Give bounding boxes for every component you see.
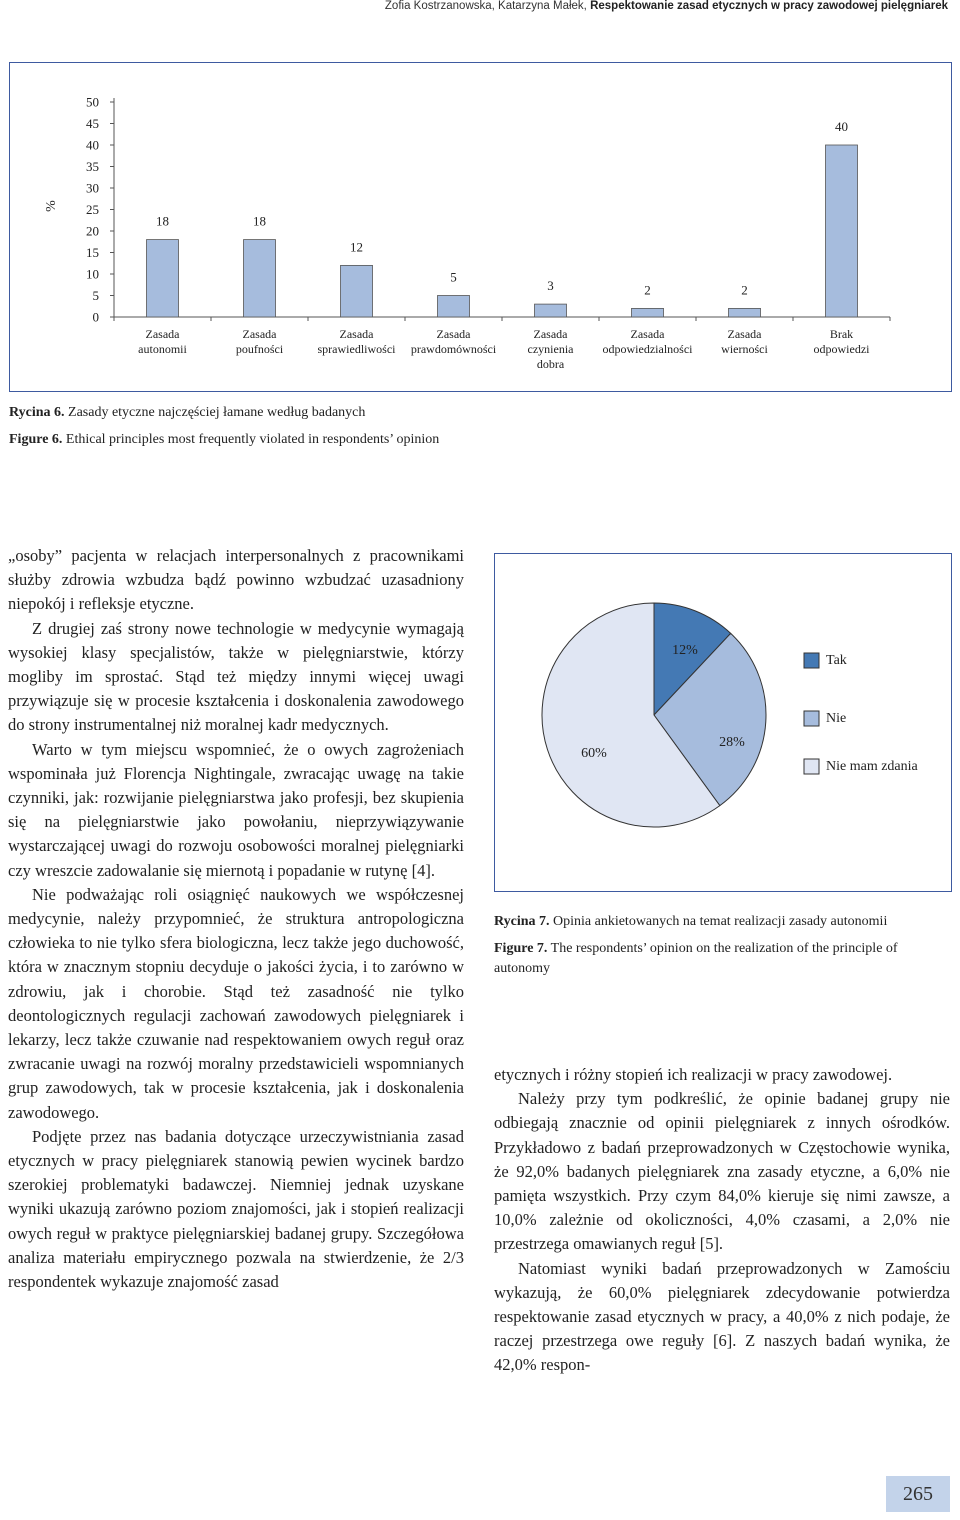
figure-7-caption-pl: [494, 912, 954, 932]
figure-7-frame: [494, 553, 952, 892]
bar-value-label: 40: [835, 119, 848, 134]
right-column: [494, 1063, 950, 1378]
category-label: poufności: [235, 342, 284, 356]
y-tick-label: 20: [86, 223, 99, 239]
category-label: prawdomówności: [410, 342, 497, 356]
slice-label: 12%: [672, 643, 698, 658]
legend-label: Nie mam zdania: [826, 759, 918, 774]
fig7-text-en: The respondents’ opinion on the realization of the principle of autonomy: [494, 941, 898, 976]
running-head: [385, 0, 948, 12]
y-tick-label: 5: [92, 288, 99, 303]
bar-value-label: 2: [644, 282, 651, 298]
fig6-text-en: Ethical principles most frequently violated in respondents’ opinion: [62, 432, 440, 447]
figure-6-caption-pl: [9, 403, 365, 423]
bar-value-label: 18: [156, 213, 169, 229]
bar-value-label: 18: [253, 213, 266, 229]
fig6-text-pl: Zasady etyczne najczęściej łamane według badanych: [64, 405, 366, 420]
category-label: Zasada: [436, 327, 471, 341]
paragraph: Natomiast wyniki badań przeprowadzonych w Zamościu wykazują, że 60,0% pielęgniarek zdecydowanie potwierdza respektowanie zasad etycznych w pracy, a 40,0% z nich podaje, że raczej przestrzega owe reguły [6]. Z naszych badań wynika, że 42,0% respon-: [494, 1258, 950, 1375]
y-tick-label: 15: [86, 245, 99, 260]
category-label: czynienia: [527, 342, 574, 356]
category-label: Zasada: [339, 327, 374, 341]
category-label: Zasada: [145, 327, 180, 341]
category-label: autonomii: [138, 342, 187, 356]
paragraph: etycznych i różny stopień ich realizacji w pracy zawodowej.: [494, 1065, 893, 1084]
category-label: Brak: [829, 327, 854, 341]
figure-6-caption-en: [9, 430, 439, 450]
legend-label: Tak: [826, 653, 847, 668]
figure-6-frame: [9, 62, 952, 392]
y-tick-label: 35: [86, 159, 99, 174]
fig7-text-pl: Opinia ankietowanych na temat realizacji zasady autonomii: [549, 914, 888, 929]
category-label: Zasada: [630, 327, 665, 341]
fig7-label-en: Figure 7.: [494, 941, 548, 956]
category-label: dobra: [536, 357, 565, 371]
bar-value-label: 2: [741, 282, 748, 298]
y-tick-label: 30: [86, 180, 99, 196]
bar-value-label: 12: [350, 239, 363, 255]
bar: [341, 265, 373, 317]
bar-value-label: 3: [547, 278, 554, 294]
paragraph: Nie podważając roli osiągnięć naukowych we współczesnej medycynie, należy przypomnieć, że struktura antropologiczna człowieka to nie tylko sfera biologiczna, lecz także jego duchowość, która w znacznym stopniu decyduje o jakości życia, i to zarówno w zdrowiu, jak i chorobie. Stąd też zasadność nie tylko deontologicznych regulacji zachowań zawodowych pielęgniarek i lekarzy, lecz także czuwanie nad respektowaniem owych reguł oraz zwracanie uwagi na rozwój moralny przedstawicieli wspomnianych grup zawodowych, tak w procesie kształcenia, jak i doskonalenia zawodowego.: [8, 884, 464, 1122]
bar-chart: [10, 63, 951, 391]
paragraph: Warto w tym miejscu wspomnieć, że o owych zagrożeniach wspominała już Florencja Nightingale, zwracając uwagę na takie czynniki, jak: rozwijanie pielęgniarstwa jako profesji, bez skupienia się na pielęgniarstwie jako powołaniu, nieprzywiązywanie wystarczającej uwagi do rozwoju osobowości moralnej pielęgniarki czy wreszcie zadowalanie się miernotą i popadanie w rutynę [4].: [8, 739, 464, 880]
legend-swatch: [804, 759, 819, 774]
category-label: Zasada: [533, 327, 568, 341]
bar: [632, 308, 664, 317]
legend-label: Nie: [826, 711, 847, 726]
category-label: Zasada: [727, 327, 762, 341]
paragraph: „osoby” pacjenta w relacjach interpersonalnych z pracownikami służby zdrowia wzbudza bądź powinno wzbudzać uzasadniony niepokój i refleksje etyczne.: [8, 546, 464, 614]
paragraph: Należy przy tym podkreślić, że opinie badanej grupy nie odbiegają znacznie od opinii pielęgniarek z innych ośrodków. Przykładowo z badań przeprowadzonych w Częstochowie wynika, że 92,0% badanych pielęgniarek zna zasady etyczne, a 6,0% nie pamięta wszystkich. Przy czym 84,0% kieruje się nimi zawsze, a 10,0% zależnie od okoliczności, 4,0% czasami, a 2,0% nie przestrzega omawianych reguł [5].: [494, 1089, 950, 1254]
y-tick-label: 40: [86, 137, 99, 153]
legend-swatch: [804, 653, 819, 668]
paragraph: Z drugiej zaś strony nowe technologie w medycynie wymagają wysokiej klasy specjalistów, także w pielęgniarstwie, którzy mogliby im sprostać. Stąd też między innymi więcej uwagi przywiązuje się w procesie kształcenia i doskonalenia zawodowego do strony instrumentalnej niż moralnej kadr medycznych.: [8, 618, 464, 735]
bar-value-label: 5: [450, 269, 457, 285]
slice-label: 28%: [719, 735, 745, 750]
category-label: odpowiedzialności: [602, 342, 693, 356]
header-title: Respektowanie zasad etycznych w pracy zawodowej pielęgniarek: [590, 0, 948, 12]
y-axis-label: %: [44, 200, 59, 212]
bar: [438, 296, 470, 318]
bar: [147, 240, 179, 317]
bar: [244, 240, 276, 317]
y-tick-label: 45: [86, 116, 99, 131]
category-label: Zasada: [242, 327, 277, 341]
left-column: [8, 544, 464, 1294]
y-tick-label: 10: [86, 266, 99, 282]
category-label: wierności: [721, 342, 768, 356]
y-tick-label: 50: [86, 94, 99, 110]
slice-label: 60%: [581, 746, 607, 761]
paragraph: Podjęte przez nas badania dotyczące urzeczywistniania zasad etycznych w pracy pielęgniarek stanowią pewien wycinek bardzo szerokiej problematyki badawczej. Niemniej jednak uzyskane wyniki ukazują zarówno poziom znajomości, jak i stopień realizacji owych reguł w praktyce pielęgniarskiej badanej grupy. Szczegółowa analiza materiału empirycznego pozwala na stwierdzenie, że 2/3 respondentek wykazuje znajomość zasad: [8, 1126, 464, 1292]
bar: [535, 304, 567, 317]
page-number: 265: [886, 1476, 950, 1512]
figure-7-caption-en: [494, 939, 950, 979]
y-tick-label: 25: [86, 202, 99, 217]
fig6-label-en: Figure 6.: [9, 432, 63, 447]
y-tick-label: 0: [92, 309, 99, 325]
fig6-label-pl: Rycina 6.: [9, 405, 65, 420]
fig7-label-pl: Rycina 7.: [494, 914, 550, 929]
category-label: odpowiedzi: [813, 342, 870, 356]
header-authors: Zofia Kostrzanowska, Katarzyna Małek,: [384, 0, 591, 12]
pie-chart: [495, 554, 951, 891]
bar: [826, 145, 858, 317]
legend-swatch: [804, 711, 819, 726]
bar: [729, 308, 761, 317]
category-label: sprawiedliwości: [317, 342, 396, 356]
